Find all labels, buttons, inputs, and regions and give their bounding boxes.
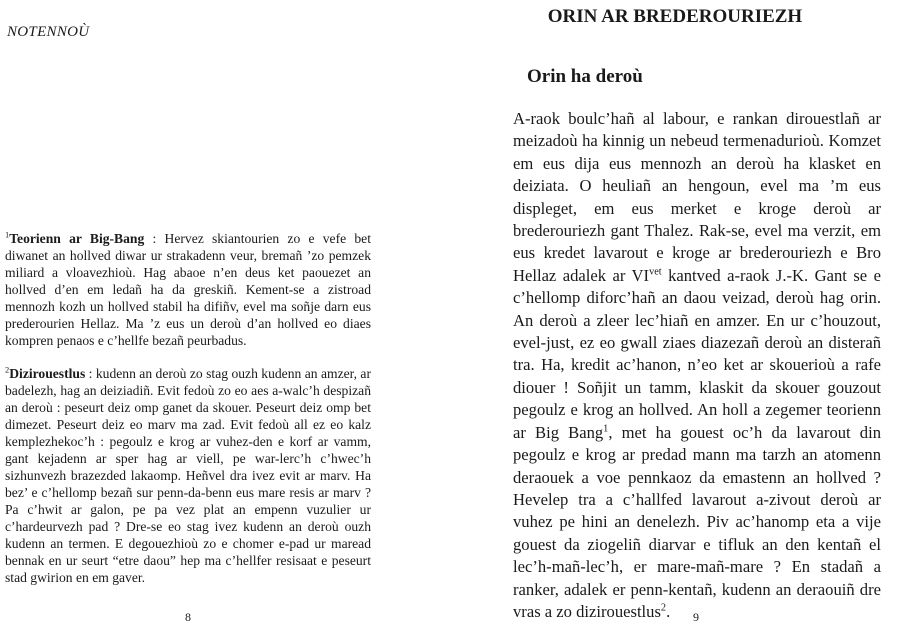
running-head-left: NOTENNOÙ: [7, 24, 90, 40]
footnote-1: [5, 230, 371, 349]
body-paragraph: [513, 108, 881, 623]
right-page: [450, 0, 900, 629]
footnote-ref-2[interactable]: 2: [660, 602, 667, 614]
footnote-text: : Hervez skiantourien zo e vefe bet diwanet an hollved diwar ur strakadenn veur, bremañ ’zo pemzek miliard a vloavezhioù. Hag abaoe n’en deus ket paouezet an hollved d’en em ledañ ha da greskiñ. Kement-se a zistroad mennozh kozh un hollved stabil ha difiñv, evel ma soñje darn eus prederourien Hellaz. Ma ’z eus un deroù d’an hollved eo diaes kompren penaos e c’hellfe bezañ peurbadus.: [5, 231, 371, 348]
section-title: Orin ha deroù: [527, 66, 643, 87]
body-text: [513, 108, 881, 623]
paragraph-part-1: A-raok boulc’hañ al labour, e rankan dirouestlañ ar meizadoù ha kinnig un nebeud termenadurioù. Komzet em eus dija eus mennozh an deroù ha klasket en deiziata. O heuliañ an hengoun, evel ma ’m eus displeget, em eus merket e kroge deroù ar brederouriezh gant Thalez. Rak-se, evel ma verzit, em eus kredet lavarout e kroge ar brederouriezh e Bro Hellaz adalek ar VI: [513, 109, 881, 285]
footnote-term: Dizirouestlus: [9, 366, 86, 381]
footnote-text: : kudenn an deroù zo stag ouzh kudenn an amzer, ar badelezh, hag an deiziadiñ. Evit fedoù zo eo aes a-walc’h despizañ an deroù : peseurt deiz omp ganet da skouer. Peseurt deiz omp bet dimezet. Peseurt deiz eo marv ma zad. Evit fedoù all ez eo kalz kemplezhekoc’h : pegoulz e krog ar vuhez-den e korf ar vamm, gant kejadenn ar sper hag ar viell, pe war-lerc’h c’hwec’h sizhunvezh brazezded lakaomp. Heñvel dra ivez evit ar marv. Ha bez’ e c’hellomp bezañ sur penn-da-benn eus mare resis ar marv ? Pa c’hwit ar galon, pe pa vez plat an empenn vuzulier ur c’hardeurvezh pad ? Dre-se eo stag ivez kudenn an deroù ouzh kudenn an termen. E degouezhioù zo e chomer e-pad ur maread bennak en ur seurt “etre daou” hep ma c’hellfer resisaat e peseurt stad gwirion en em gaver.: [5, 366, 371, 585]
footnote-number: 1: [5, 229, 10, 240]
footnote-2: [5, 365, 371, 586]
century-suffix: vet: [649, 266, 662, 278]
paragraph-part-2: kantved a-raok J.-K. Gant se e c’hellomp diforc’hañ an daou veizad, deroù hag orin. An deroù a zleer lec’hiañ en amzer. En ur c’houzout, evel-just, ez eo gwall ziaes diazezañ deroù an disterañ tra. Ha, kredit ac’hanon, n’eo ket ar skouerioù a rafe diouer ! Soñjit un tamm, klaskit da skouer gouzout pegoulz e krog an hollved. An holl a zegemer teorienn ar Big Bang: [513, 265, 881, 442]
footnote-term: Teorienn ar Big-Bang: [9, 231, 145, 246]
footnote-number: 2: [5, 364, 10, 375]
page-number-left: 8: [185, 610, 191, 624]
running-head-right: ORIN AR BREDEROURIEZH: [547, 6, 803, 27]
paragraph-part-3: , met ha gouest oc’h da lavarout din pegoulz e krog ar predad mann ma tarzh an atomenn deraouek a voe pennkaoz da emastenn an hollved ? Hevelep tra a c’hallfed lavarout a-zivout deroù ar vuhez pe hini an denelezh. Piv ac’hanomp eta a vije gouest da ziogeliñ diarvar e tifluk an den kentañ el lec’h-mañ-lec’h, er mare-mañ-mare ? En stadañ a ranker, adalek er penn-kentañ, kudenn an deraouiñ dre vras a zo dizirouestlus: [513, 422, 881, 621]
footnote-ref-1[interactable]: 1: [603, 423, 609, 435]
footnotes: [5, 230, 371, 602]
page-number-right: 9: [693, 610, 699, 624]
paragraph-part-4: .: [666, 601, 671, 621]
